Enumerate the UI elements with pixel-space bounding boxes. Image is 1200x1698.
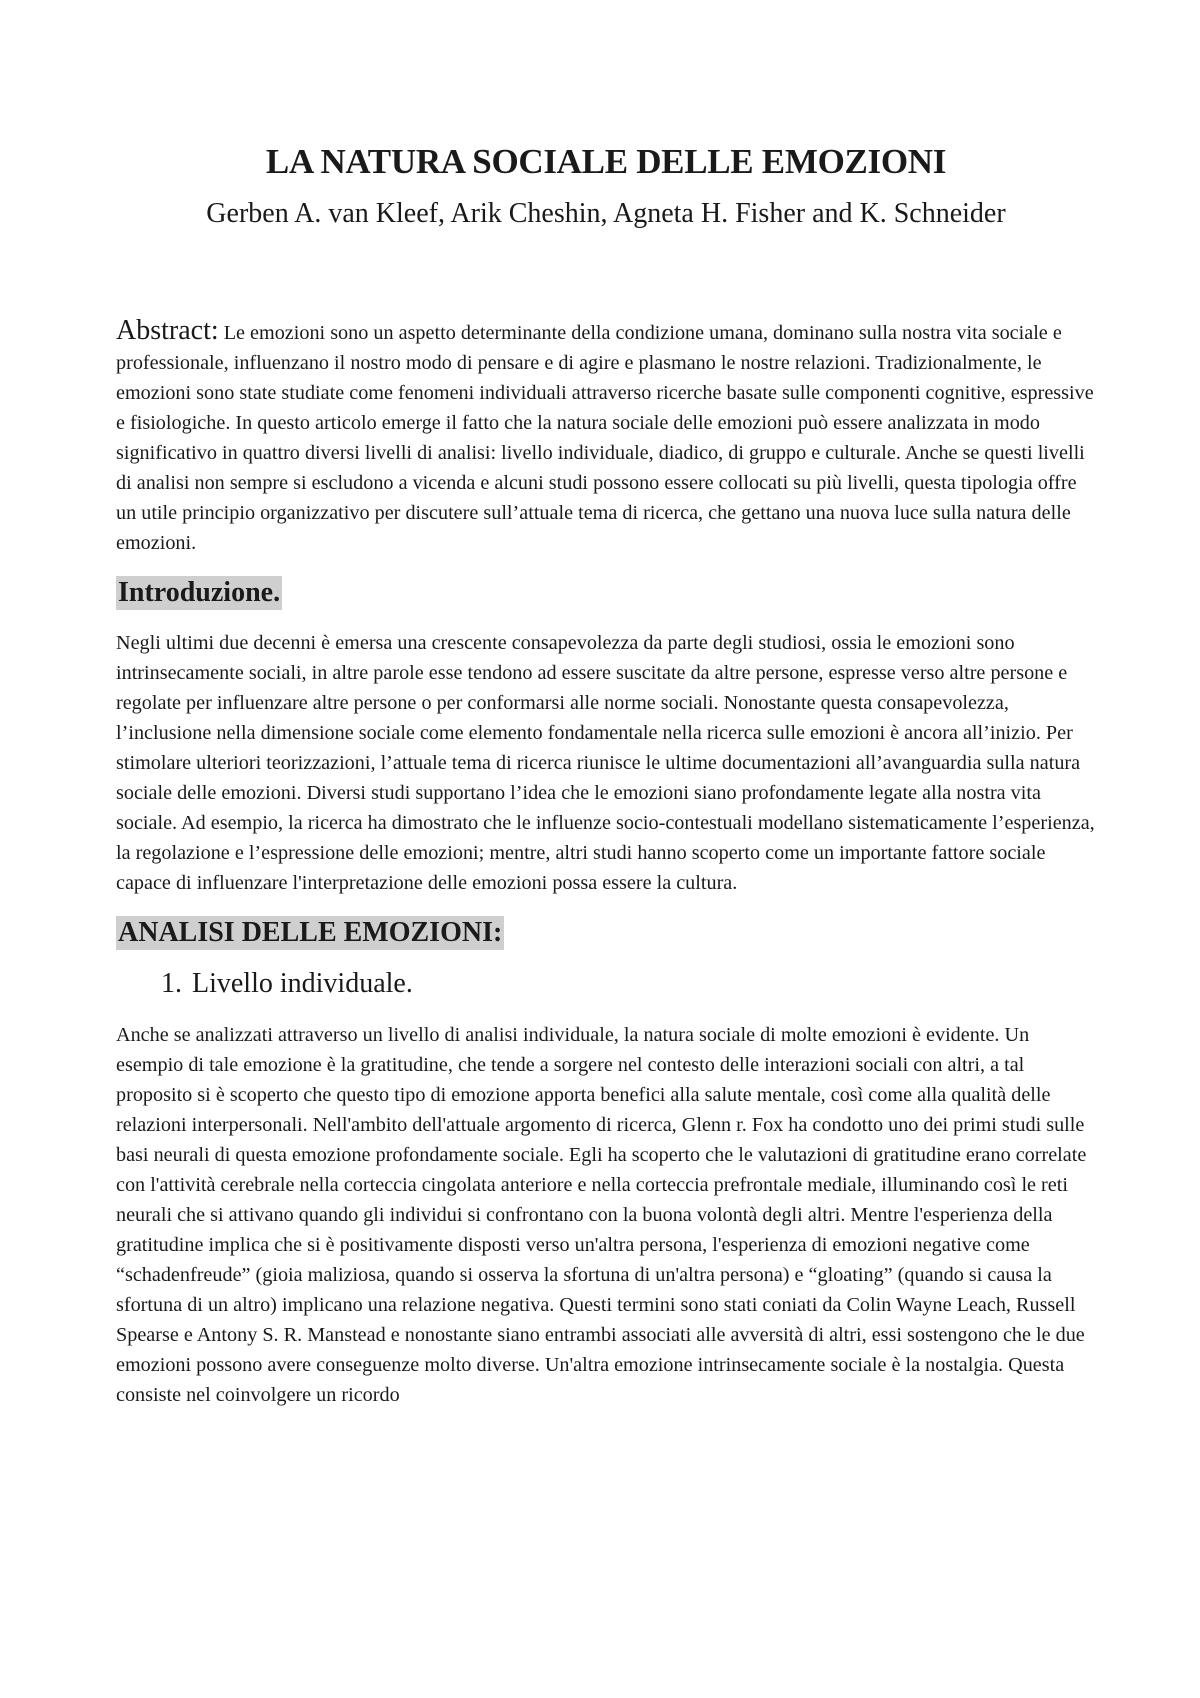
abstract-paragraph [116,316,1096,558]
subsection-number: 1. [161,968,182,999]
authors-line: Gerben A. van Kleef, Arik Cheshin, Agneta H. Fisher and K. Schneider [206,198,1006,229]
introduction-text: Negli ultimi due decenni è emersa una crescente consapevolezza da parte degli studiosi, ossia le emozioni sono intrinsecamente sociali, in altre parole esse tendono ad essere suscitate da altre persone, espresse verso altre persone e regolate per influenzare altre persone o per conformarsi alle norme sociali. Nonostante questa consapevolezza, l’inclusione nella dimensione sociale come elemento fondamentale nella ricerca sulle emozioni è ancora all’inizio. Per stimolare ulteriori teorizzazioni, l’attuale tema di ricerca riunisce le ultime documentazioni all’avanguardia sulla natura sociale delle emozioni. Diversi studi supportano l’idea che le emozioni siano profondamente legate alla nostra vita sociale. Ad esempio, la ricerca ha dimostrato che le influenze socio-contestuali modellano sistematicamente l’esperienza, la regolazione e l’espressione delle emozioni; mentre, altri studi hanno scoperto come un importante fattore sociale capace di influenzare l'interpretazione delle emozioni possa essere la cultura. [116,632,1095,894]
analysis-text: Anche se analizzati attraverso un livello di analisi individuale, la natura sociale di molte emozioni è evidente. Un esempio di tale emozione è la gratitudine, che tende a sorgere nel contesto delle interazioni sociali con altri, a tal proposito si è scoperto che questo tipo di emozione apporta benefici alla salute mentale, così come alla qualità delle relazioni interpersonali. Nell'ambito dell'attuale argomento di ricerca, Glenn r. Fox ha condotto uno dei primi studi sulle basi neurali di questa emozione profondamente sociale. Egli ha scoperto che le valutazioni di gratitudine erano correlate con l'attività cerebrale nella corteccia cingolata anteriore e nella corteccia prefrontale mediale, illuminando così le reti neurali che si attivano quando gli individui si confrontano con la buona volontà degli altri. Mentre l'esperienza della gratitudine implica che si è positivamente disposti verso un'altra persona, l'esperienza di emozioni negative come “schadenfreude” (gioia maliziosa, quando si osserva la sfortuna di un'altra persona) e “gloating” (quando si causa la sfortuna di un altro) implicano una relazione negativa. Questi termini sono stati coniati da Colin Wayne Leach, Russell Spearse e Antony S. R. Manstead e nonostante siano entrambi associati alle avversità di altri, essi sostengono che le due emozioni possono avere conseguenze molto diverse. Un'altra emozione intrinsecamente sociale è la nostalgia. Questa consiste nel coinvolgere un ricordo [116,1024,1087,1406]
document-title: LA NATURA SOCIALE DELLE EMOZIONI [265,142,947,181]
abstract-text: Le emozioni sono un aspetto determinante della condizione umana, dominano sulla nostra vita sociale e professionale, influenzano il nostro modo di pensare e di agire e plasmano le nostre relazioni. Tradizionalmente, le emozioni sono state studiate come fenomeni individuali attraverso ricerche basate sulle componenti cognitive, espressive e fisiologiche. In questo articolo emerge il fatto che la natura sociale delle emozioni può essere analizzata in modo significativo in quattro diversi livelli di analisi: livello individuale, diadico, di gruppo e culturale. Anche se questi livelli di analisi non sempre si escludono a vicenda e alcuni studi possono essere collocati su più livelli, questa tipologia offre un utile principio organizzativo per discutere sull’attuale tema di ricerca, che gettano una nuova luce sulla natura delle emozioni. [116,322,1094,554]
subsection-heading [161,966,1096,1002]
analysis-heading: ANALISI DELLE EMOZIONI: [118,917,503,948]
introduction-heading: Introduzione. [118,577,281,608]
analysis-section [116,898,1096,1410]
introduction-section [116,558,1096,898]
abstract-label: Abstract: [116,315,219,346]
subsection-title: Livello individuale. [192,968,413,999]
